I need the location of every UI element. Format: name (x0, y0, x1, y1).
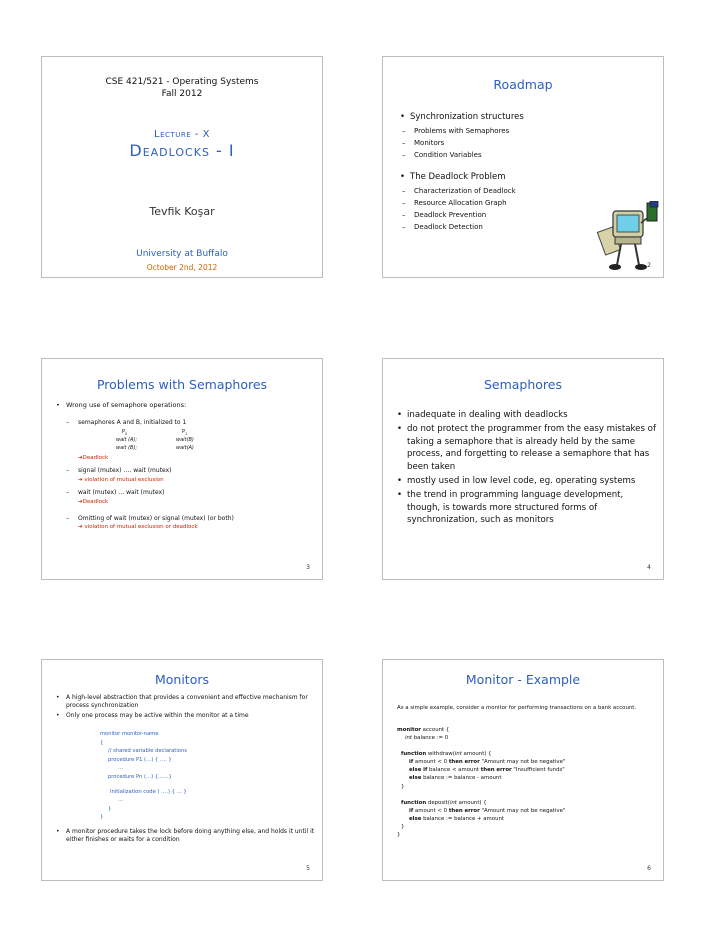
code-line: procedure P1 (…) { …. } (108, 756, 172, 763)
code-text: "Insufficient funds" (511, 767, 565, 774)
keyword: error (496, 767, 512, 774)
violation-text: violation of mutual exclusion (84, 476, 164, 483)
roadmap-subitem: – Characterization of Deadlock (400, 185, 600, 197)
violation-text: violation of mutual exclusion or deadlock (84, 524, 198, 531)
problem-list (64, 419, 314, 532)
problem-item (64, 419, 314, 428)
code-text: balance < amount (427, 767, 481, 774)
slide-roadmap (382, 56, 664, 278)
example-intro: As a simple example, consider a monitor for performing transactions on a bank account. (397, 705, 637, 711)
keyword: else (409, 775, 422, 782)
roadmap-list (400, 112, 600, 233)
deadlock-text: Deadlock (82, 498, 109, 505)
code-line (397, 815, 659, 823)
code-line: wait (A); (116, 436, 138, 443)
course-term: Fall 2012 (161, 89, 203, 99)
keyword: error (464, 759, 480, 766)
lecture-topic: Deadlocks - I (129, 141, 235, 160)
keyword: then (480, 767, 495, 774)
code-line (397, 774, 659, 782)
example-code-block (397, 726, 659, 839)
author-name: Tevfik Koşar (149, 205, 215, 218)
monitor-footer (56, 828, 318, 844)
slide-title-text: Monitor - Example (465, 672, 581, 687)
page-number: 3 (306, 564, 310, 571)
keyword: if (423, 767, 428, 774)
code-text: balance := 0 (412, 735, 449, 742)
course-name: CSE 421/521 - Operating Systems (105, 77, 259, 87)
semaphore-bullet: • the trend in programming language development, though, is towards more structured forms of synchronization, such as monitors (397, 489, 659, 526)
type-keyword: int (405, 735, 413, 742)
arrow-icon: ➔ (78, 454, 83, 461)
intro-text: • Wrong use of semaphore operations: (56, 401, 186, 409)
slide-semaphores (382, 358, 664, 580)
roadmap-subitem: – Resource Allocation Graph (400, 197, 600, 209)
code-line: } (108, 805, 112, 812)
monitor-bullet: • A monitor procedure takes the lock before doing anything else, and holds it until it either finishes or waits for a condition (56, 828, 318, 844)
code-text: "Amount may not be negative" (479, 807, 566, 814)
slide-problems-with-semaphores (41, 358, 323, 580)
keyword: then (448, 807, 463, 814)
intro-bullet (56, 401, 186, 409)
code-line: } (100, 814, 104, 821)
slide-title-text: Problems with Semaphores (96, 377, 268, 392)
semaphore-bullet: • do not protect the programmer from the easy mistakes of taking a semaphore that is already held by the same process, and forgetting to release a semaphore that has been taken (397, 423, 659, 473)
code-text: amount) { (461, 751, 492, 758)
process-p1-subscript: 1 (185, 431, 188, 436)
code-text: amount) { (456, 799, 487, 806)
keyword: function (401, 799, 427, 806)
code-text: balance := balance - amount (421, 775, 502, 782)
deadlock-result (64, 454, 314, 463)
monitor-bullet: • A high-level abstraction that provides a convenient and effective mechanism for process synchronization (56, 694, 318, 710)
lecture-number: Lecture - X (154, 129, 210, 140)
code-line (397, 750, 659, 758)
code-line: procedure Pn (…) {……} (108, 773, 172, 780)
roadmap-subitem: – Condition Variables (400, 149, 600, 161)
code-line: Initialization code ( ….) { … } (110, 788, 187, 795)
monitor-intro (56, 694, 318, 719)
slide-monitor-example (382, 659, 664, 881)
semaphore-bullets (397, 409, 659, 527)
deadlock-result (64, 498, 314, 507)
code-line: wait(B) (176, 436, 194, 443)
violation-result (64, 476, 314, 485)
code-line (397, 758, 659, 766)
slide-title-text: Monitors (154, 672, 210, 687)
arrow-icon: ➔ (78, 498, 83, 505)
code-line: { (100, 739, 104, 746)
code-text: balance := balance + amount (421, 815, 505, 822)
code-line: wait(A) (176, 444, 194, 451)
keyword: else (409, 767, 422, 774)
roadmap-subitem: – Deadlock Detection (400, 221, 600, 233)
code-line (397, 807, 659, 815)
type-keyword: int (449, 799, 457, 806)
slide-monitors (41, 659, 323, 881)
slide-title-text: Semaphores (483, 377, 563, 392)
keyword: else (409, 815, 422, 822)
code-text: amount < 0 (413, 807, 449, 814)
code-line: } (401, 783, 405, 790)
violation-result (64, 523, 314, 532)
problem-item-text: semaphores A and B, initialized to 1 (78, 419, 187, 426)
lecture-date: October 2nd, 2012 (146, 263, 218, 272)
problem-item (64, 467, 314, 476)
code-line: monitor monitor-name (100, 731, 159, 737)
keyword: error (464, 807, 480, 814)
arrow-icon: ➔ (78, 524, 85, 531)
code-text: "Amount may not be negative" (479, 759, 566, 766)
monitor-code-block (100, 730, 300, 822)
keyword: if (409, 759, 414, 766)
computer-mascot-illustration (595, 201, 665, 273)
roadmap-bullet: • Synchronization structures (400, 112, 600, 122)
roadmap-subitem: – Monitors (400, 137, 600, 149)
code-line (397, 766, 659, 774)
code-text: deposit( (426, 799, 450, 806)
problem-item (64, 489, 314, 498)
slide-title-text: Roadmap (493, 77, 553, 92)
monitor-bullet: • Only one process may be active within the monitor at a time (56, 712, 318, 720)
page-number: 2 (647, 262, 651, 269)
page-number: 4 (647, 564, 651, 571)
keyword: if (409, 807, 414, 814)
deadlock-text: Deadlock (82, 454, 109, 461)
process-p1-text: P (182, 428, 186, 435)
process-p0-text: P (122, 428, 126, 435)
code-line (397, 734, 659, 742)
code-text: amount < 0 (413, 759, 449, 766)
page-number: 5 (306, 865, 310, 872)
keyword: then (448, 759, 463, 766)
slide-title (41, 56, 323, 278)
problem-item-text: signal (mutex) …. wait (mutex) (78, 467, 172, 475)
roadmap-subitem: – Deadlock Prevention (400, 209, 600, 221)
arrow-icon: ➔ (78, 476, 85, 483)
type-keyword: int (454, 751, 462, 758)
keyword: function (401, 751, 427, 758)
code-line (397, 799, 659, 807)
keyword: monitor (397, 727, 421, 733)
code-text: withdraw( (426, 751, 455, 758)
semaphore-bullet: • inadequate in dealing with deadlocks (397, 409, 659, 421)
problem-item-text: wait (mutex) … wait (mutex) (78, 489, 165, 497)
code-line: … (118, 797, 124, 804)
roadmap-subitem: – Problems with Semaphores (400, 125, 600, 137)
process-table (64, 428, 314, 454)
page-number: 6 (647, 865, 651, 872)
problem-item-text: Omitting of wait (mutex) or signal (mutex) (or both) (78, 514, 234, 522)
code-line: } (401, 823, 405, 830)
code-line: … (118, 765, 124, 772)
code-line (397, 726, 659, 734)
code-line: wait (B); (116, 444, 138, 451)
problem-item (64, 515, 314, 524)
process-p0-subscript: 0 (125, 431, 128, 436)
code-line: } (397, 832, 401, 839)
code-text: account { (420, 727, 450, 733)
code-line: // shared variable declarations (108, 748, 187, 755)
roadmap-bullet: • The Deadlock Problem (400, 172, 600, 182)
semaphore-bullet: • mostly used in low level code, eg. operating systems (397, 475, 659, 487)
university: University at Buffalo (136, 249, 228, 259)
